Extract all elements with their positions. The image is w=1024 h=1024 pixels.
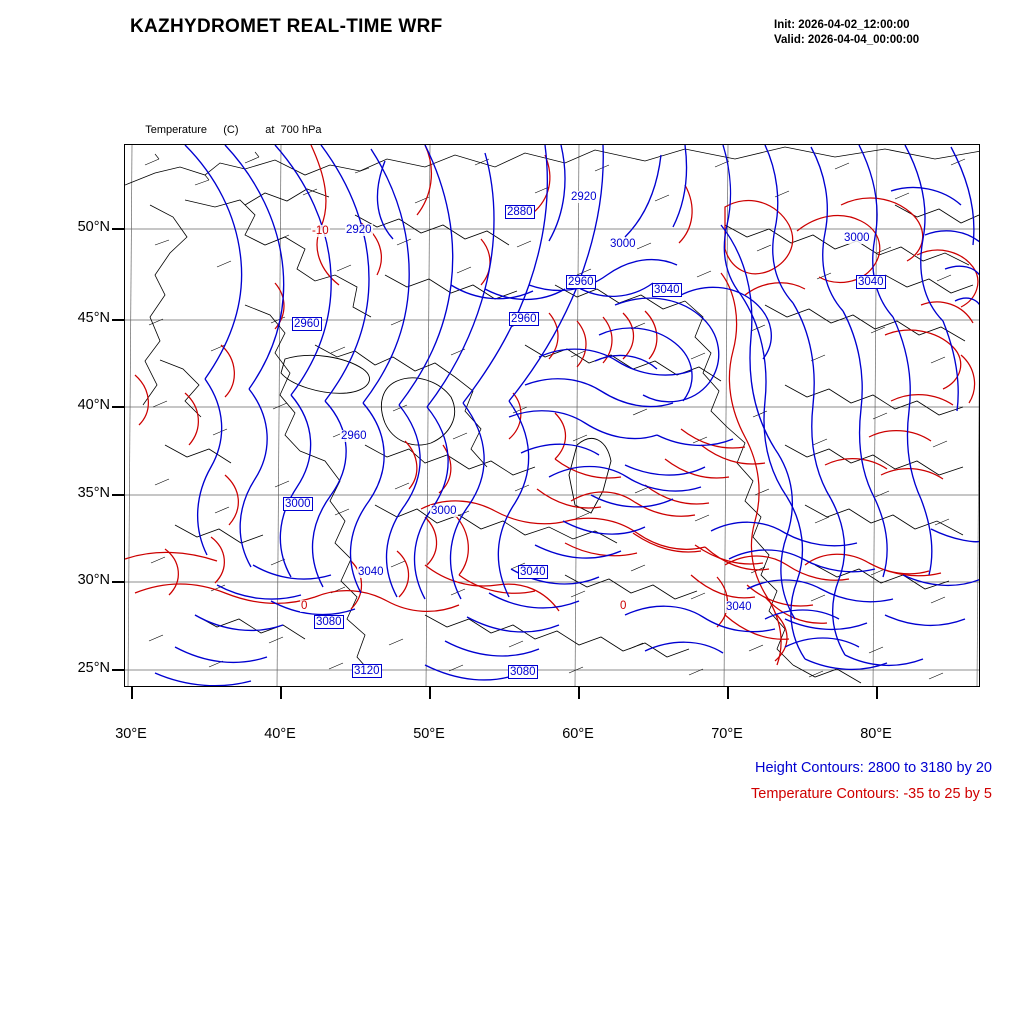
x-tick-mark <box>131 687 133 699</box>
contour-label-2960b: 2960 <box>294 318 320 330</box>
height-contour-legend: Height Contours: 2800 to 3180 by 20 <box>755 760 992 776</box>
temp-label-minus10: -10 <box>312 225 329 237</box>
y-tick-label-45N: 45°N <box>77 310 110 326</box>
contour-label-3000c: 3000 <box>285 498 311 510</box>
variable-units: (C) <box>223 123 239 136</box>
x-tick-label-60E: 60°E <box>562 726 594 742</box>
contour-label-3080b: 3080 <box>510 666 536 678</box>
y-tick-mark <box>112 494 124 496</box>
y-tick-label-30N: 30°N <box>77 572 110 588</box>
y-tick-mark <box>112 406 124 408</box>
contour-label-2960: 2960 <box>568 276 594 288</box>
y-tick-mark <box>112 581 124 583</box>
x-tick-mark <box>280 687 282 699</box>
x-tick-label-80E: 80°E <box>860 726 892 742</box>
contour-label-3040e: 3040 <box>726 601 752 613</box>
x-tick-mark <box>876 687 878 699</box>
run-time-block <box>774 18 994 48</box>
x-tick-label-40E: 40°E <box>264 726 296 742</box>
contour-label-3040b: 3040 <box>858 276 884 288</box>
y-tick-mark <box>112 669 124 671</box>
temperature-contours <box>125 145 978 665</box>
x-tick-label-70E: 70°E <box>711 726 743 742</box>
contour-label-2880: 2880 <box>507 206 533 218</box>
wind-barbs <box>145 152 965 679</box>
x-tick-mark <box>727 687 729 699</box>
y-tick-label-50N: 50°N <box>77 219 110 235</box>
page-title: KAZHYDROMET REAL-TIME WRF <box>130 16 443 37</box>
temp-label-zero-b: 0 <box>620 600 627 612</box>
x-tick-mark <box>429 687 431 699</box>
contour-label-2960d: 2960 <box>341 430 367 442</box>
y-tick-label-35N: 35°N <box>77 485 110 501</box>
y-tick-mark <box>112 319 124 321</box>
contour-label-2920: 2920 <box>571 191 597 203</box>
variable-level: 700 hPa <box>280 123 322 136</box>
contour-label-3120: 3120 <box>354 665 380 677</box>
init-time: Init: 2026-04-02_12:00:00 <box>774 19 910 31</box>
contour-label-3000b: 3000 <box>844 232 870 244</box>
x-tick-mark <box>578 687 580 699</box>
temperature-contour-legend: Temperature Contours: -35 to 25 by 5 <box>751 786 992 802</box>
contour-label-3040c: 3040 <box>358 566 384 578</box>
y-tick-label-25N: 25°N <box>77 660 110 676</box>
temp-label-zero-a: 0 <box>301 600 308 612</box>
contour-label-3040: 3040 <box>654 284 680 296</box>
contour-label-3040d: 3040 <box>520 566 546 578</box>
y-tick-label-40N: 40°N <box>77 397 110 413</box>
contour-label-3000: 3000 <box>610 238 636 250</box>
valid-time: Valid: 2026-04-04_00:00:00 <box>774 34 920 46</box>
contour-label-2920b: 2920 <box>346 224 372 236</box>
graticule <box>125 145 980 687</box>
y-tick-mark <box>112 228 124 230</box>
x-tick-label-50E: 50°E <box>413 726 445 742</box>
contour-label-2960c: 2960 <box>511 313 537 325</box>
contour-label-3080: 3080 <box>316 616 342 628</box>
variable-name: Temperature <box>145 123 207 136</box>
x-tick-label-30E: 30°E <box>115 726 147 742</box>
weather-map-panel[interactable] <box>124 144 980 687</box>
variable-at: at <box>265 123 275 136</box>
contour-label-3000d: 3000 <box>431 505 457 517</box>
